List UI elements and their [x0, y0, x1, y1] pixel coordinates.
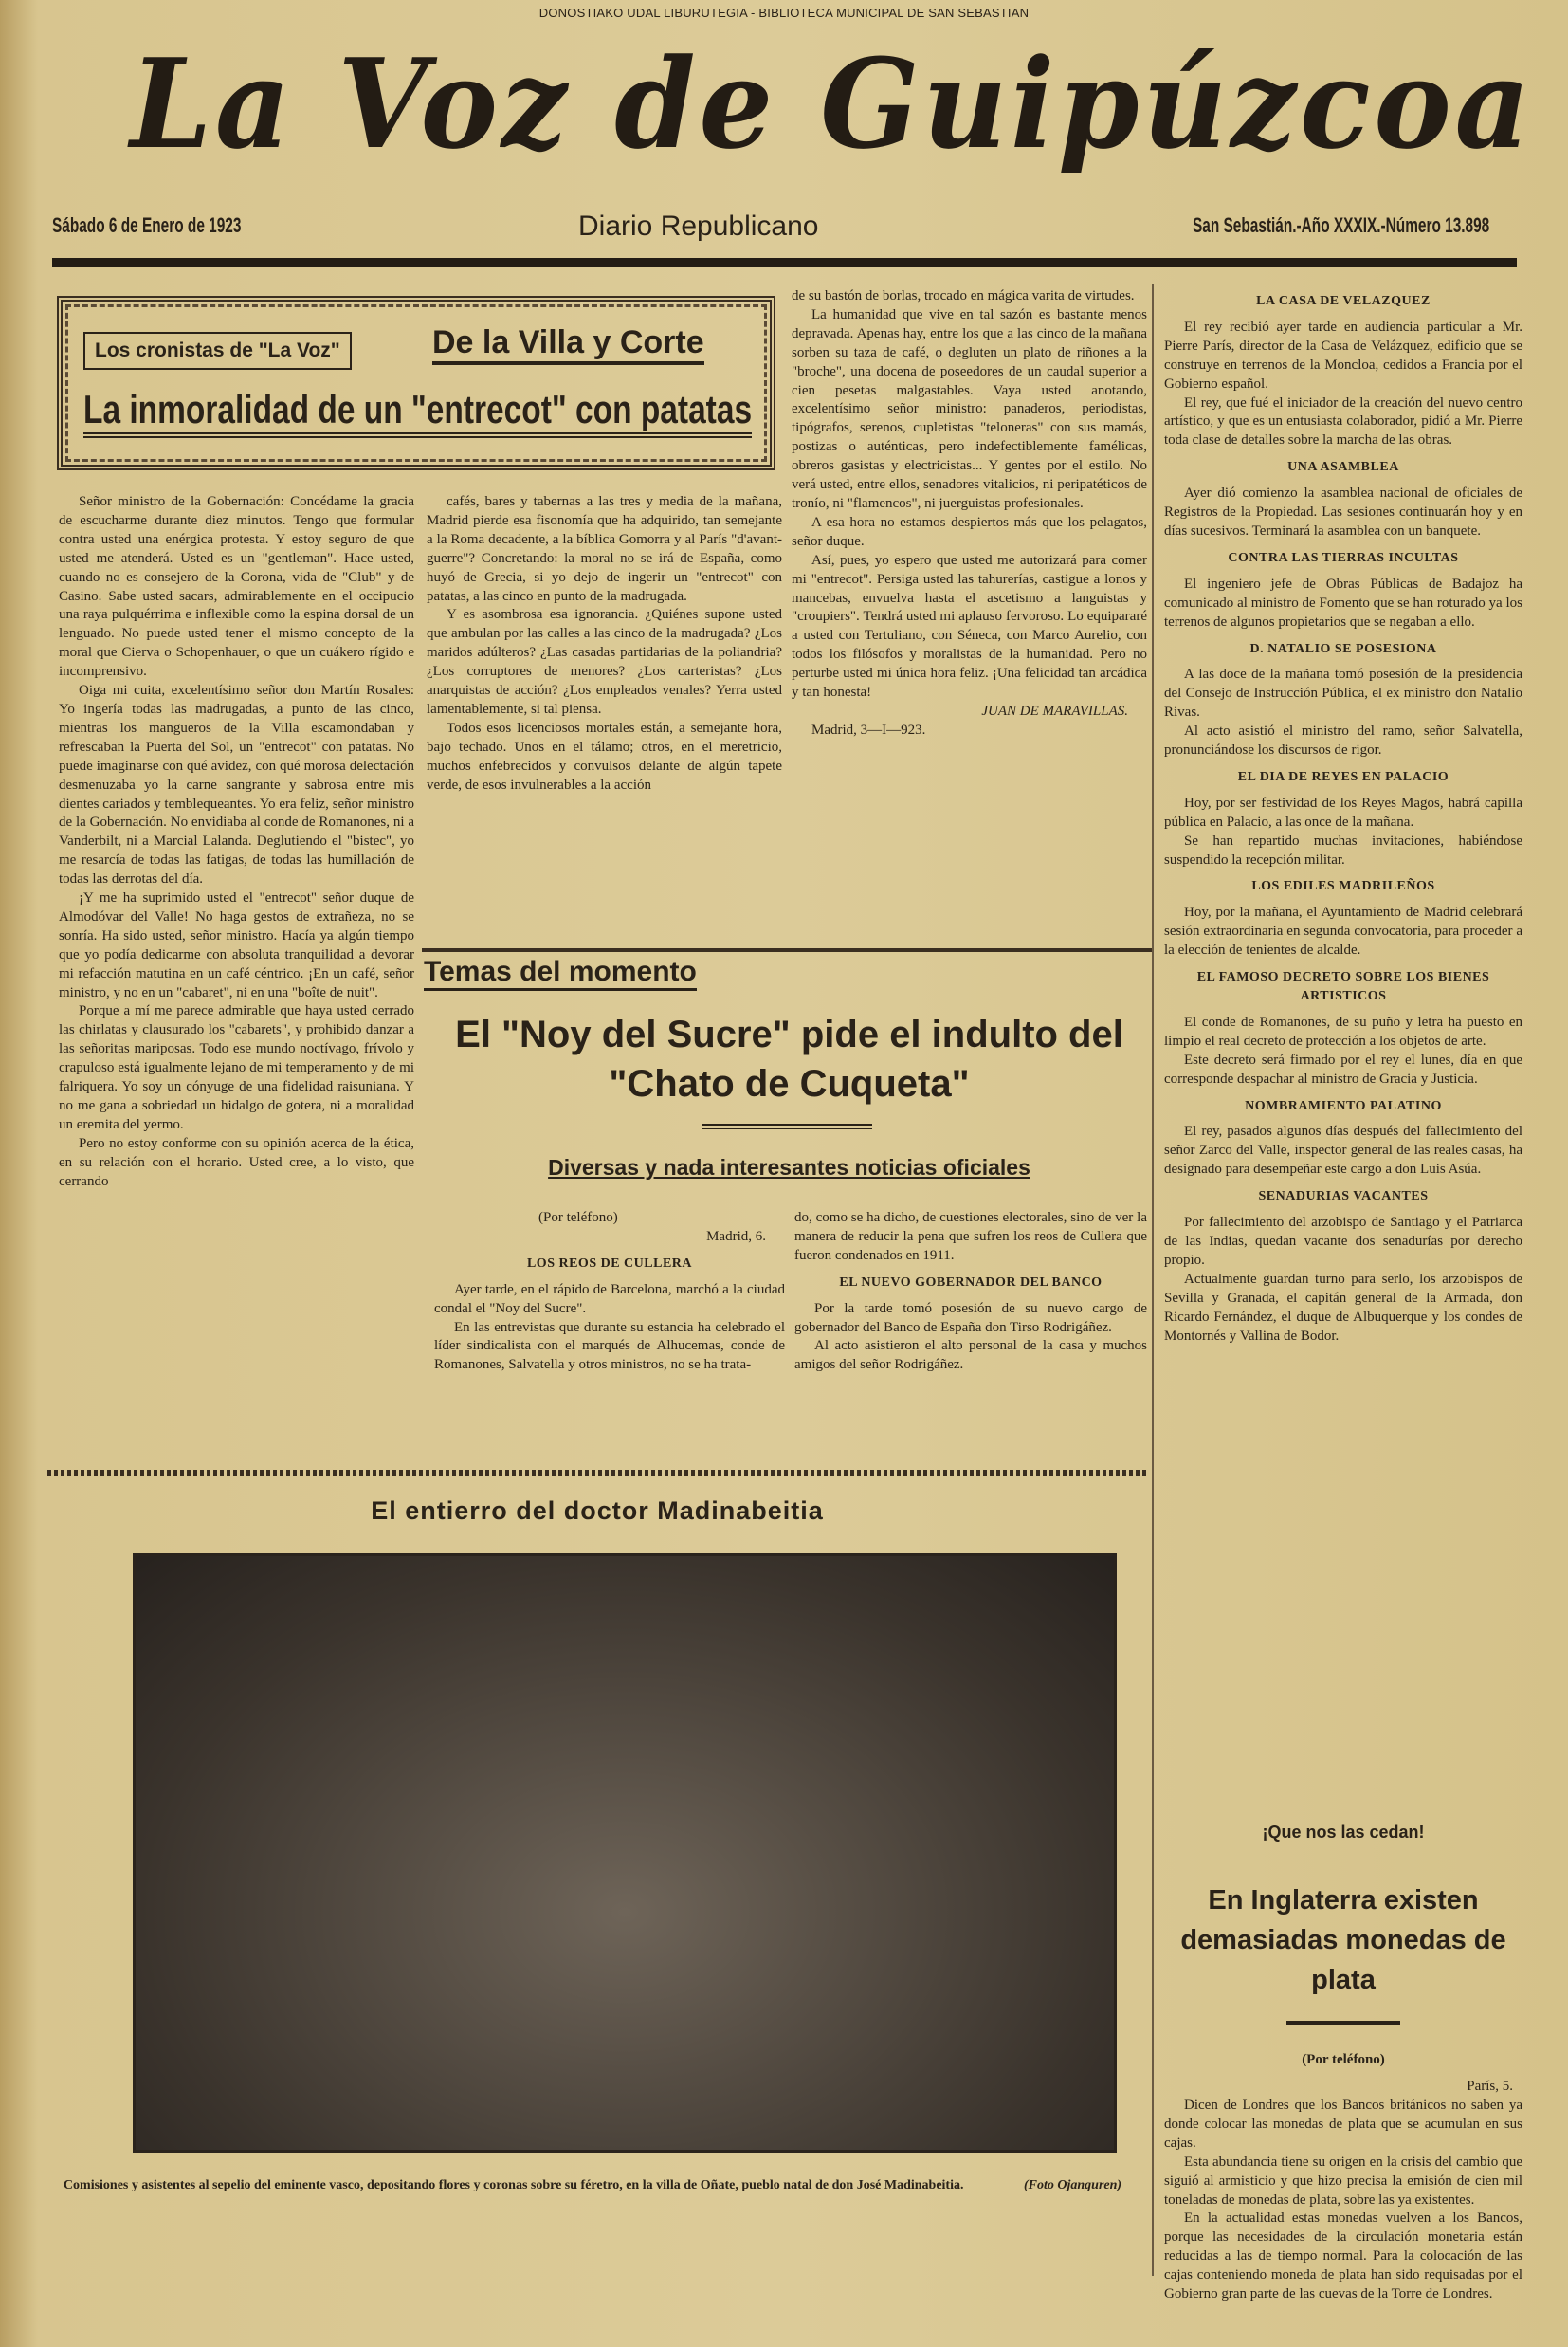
- paragraph: do, como se ha dicho, de cuestiones electorales, sino de ver la manera de reducir la pena que sufren los reos de Cullera que fueron condenados en 1911.: [794, 1210, 1147, 1263]
- paragraph: Por fallecimiento del arzobispo de Santiago y el Patriarca de las Indias, quedan vacante dos senadurías por derecho propio.: [1164, 1215, 1522, 1268]
- paragraph: El ingeniero jefe de Obras Públicas de Badajoz ha comunicado al ministro de Fomento que se han roturado ya los terrenos de algunos propietarios que se negaban a ello.: [1164, 576, 1522, 630]
- section-title: SENADURIAS VACANTES: [1258, 1189, 1429, 1204]
- lead-headline-wrap: [83, 387, 752, 438]
- section-title: EL FAMOSO DECRETO SOBRE LOS BIENES ARTISTICOS: [1196, 970, 1490, 1003]
- paragraph: Ayer dió comienzo la asamblea nacional de oficiales de Registros de la Propiedad. Las sesiones continuarán hoy y en días sucesivos. Terminará la asamblea con un banquete.: [1164, 486, 1522, 539]
- paragraph: El rey recibió ayer tarde en audiencia particular a Mr. Pierre París, director de la Casa de Velázquez, edificio que se construye en terrenos de la Moncloa, cedidos a Francia por el Gobierno español.: [1164, 319, 1522, 392]
- paragraph: Esta abundancia tiene su origen en la crisis del cambio que siguió al armisticio y que hizo precisa la emisión de cien mil toneladas de monedas de plata, sobre las ya existentes.: [1164, 2154, 1522, 2208]
- paragraph: Señor ministro de la Gobernación: Concédame la gracia de escucharme durante diez minutos. Tengo que formular contra usted una enérgica protesta. Y estoy seguro de que usted me atenderá. Usted es un "gentleman". Hace usted, cuando no es consejero de la Corona, vida de "Club" y de Casino. Sabe usted sacars, admirablemente en el occipucio una raya pulquérrima e inflexible como la espina dorsal de un lenguado. No puede usted tener el mismo concepto de la moral que Cierva o Schopenhauer, o que un cuákero rígido e incomprensivo.: [59, 494, 414, 680]
- paragraph: A las doce de la mañana tomó posesión de la presidencia del Consejo de Instrucción Pública, el ex ministro don Natalio Rivas.: [1164, 667, 1522, 721]
- photo-caption: [47, 2176, 1138, 2194]
- paragraph: En las entrevistas que durante su estancia ha celebrado el líder sindicalista con el marqués de Alhucemas, conde de Romanones, Salvatella y otros ministros, no se ha trata-: [434, 1319, 785, 1373]
- paragraph: Este decreto será firmado por el rey el lunes, día en que corresponde despachar al ministro de Gracia y Justicia.: [1164, 1052, 1522, 1087]
- temas-headline: El "Noy del Sucre" pide el indulto del "Chato de Cuqueta": [455, 1014, 1123, 1105]
- lead-column-1: [59, 493, 414, 1192]
- section-title: D. NATALIO SE POSESIONA: [1249, 641, 1437, 656]
- paragraph: Se han repartido muchas invitaciones, habiéndose suspendido la recepción militar.: [1164, 833, 1522, 868]
- right-column-wrap: [1164, 284, 1522, 2304]
- source: (Por teléfono): [538, 1210, 618, 1225]
- paragraph: Porque a mí me parece admirable que haya usted cerrado las chirlatas y clausurado los "cabarets", y prohibido danzar a las señoritas mariposas. Todo ese mundo noctívago, frívolo y crapuloso está igualmente lejano de mi temperamento y de mi falriquera. Yo soy un cónyuge de una fidelidad raisuniana. Y no me gana a sobriedad un hidalgo de gotera, ni a moralidad un eremita del yermo.: [59, 1003, 414, 1132]
- silver-headline: En Inglaterra existen demasiadas monedas de plata: [1180, 1885, 1506, 1996]
- source: (Por teléfono): [1302, 2052, 1385, 2068]
- paragraph: Por la tarde tomó posesión de su nuevo cargo de gobernador del Banco de España don Tirso Rodrigáñez.: [794, 1300, 1147, 1335]
- date: Sábado 6 de Enero de 1923: [52, 213, 242, 237]
- paragraph: El rey, pasados algunos días después del fallecimiento del señor Zarco del Valle, inspector general de las reales casas, ha designado para desempeñar este cargo a don Luis Asúa.: [1164, 1124, 1522, 1178]
- caption-text: Comisiones y asistentes al sepelio del eminente vasco, depositando flores y coronas sobre su féretro, en la villa de Oñate, pueblo natal de don José Madinabeitia.: [63, 2178, 964, 2192]
- paragraph: Todos esos licenciosos mortales están, a semejante hora, bajo techado. Unos en el tálamo; otros, en el meretricio, muchos enfebrecidos y convulsos delante de algún tapete verde, de esos invulnerables a la acción: [427, 720, 782, 793]
- lead-kicker: Los cronistas de "La Voz": [83, 332, 352, 370]
- lead-headline: La inmoralidad de un "entrecot" con patatas: [83, 387, 753, 431]
- right-column: [1164, 284, 1522, 1346]
- subheading: EL NUEVO GOBERNADOR DEL BANCO: [839, 1274, 1103, 1290]
- paragraph: En la actualidad estas monedas vuelven a los Bancos, porque las necesidades de la circulación monetaria están reducidas a las de tiempo normal. Para la colocación de las cajas conteniendo moneda de plata han sido requisadas por el Gobierno gran parte de las cuevas de la Torre de Londres.: [1164, 2210, 1522, 2302]
- masthead-wrap: [85, 31, 1534, 176]
- paragraph: El rey, que fué el iniciador de la creación del nuevo centro artístico, y que es un entusiasta colaborador, pidió a Mr. Pierre toda clase de detalles sobre la marcha de las obras.: [1164, 394, 1522, 449]
- header-rule: [52, 258, 1517, 267]
- section-title: LOS EDILES MADRILEÑOS: [1251, 879, 1435, 894]
- paragraph: Al acto asistieron el alto personal de la casa y muchos amigos del señor Rodrigáñez.: [794, 1338, 1147, 1373]
- lead-column-2: [427, 493, 782, 796]
- paragraph: cafés, bares y tabernas a las tres y media de la mañana, Madrid pierde esa fisonomía que ha adquirido, tan semejante a la Roma decadente, a la bíblica Gomorra y al París "d'avant-guerre"? Concretando: la moral no se irá de España, como huyó de Grecia, si yo dejo de ingerir un "entrecot" con patatas, a las cinco en punto de la madrugada.: [427, 494, 782, 604]
- subheading: LOS REOS DE CULLERA: [526, 1256, 693, 1271]
- paragraph: El conde de Romanones, de su puño y letra ha puesto en limpio el real decreto de protección a los objetos de arte.: [1164, 1014, 1522, 1049]
- temas-kicker: Temas del momento: [424, 956, 697, 991]
- lead-column-3: [792, 287, 1147, 741]
- column-rule: [1152, 284, 1154, 2276]
- paragraph: Así, pues, yo espero que usted me autorizará para comer mi "entrecot". Persiga usted las tahurerías, castigue a lonos y mancebas, envuelva hasta el ascetismo a languistas y "croupiers". Tendrá usted mi aplauso fervoroso. Lo equipararé a usted con Tertuliano, con Séneca, con Marco Aurelio, con todos los filósofos y moralistas de la humanidad. Pero no perturbe usted mi única hora feliz. ¡Una felicidad tan arcádica y tan honesta!: [792, 552, 1147, 701]
- photo-credit: (Foto Ojanguren): [1023, 2178, 1122, 2192]
- funeral-photo: [133, 1553, 1117, 2153]
- divider: [1286, 2021, 1400, 2025]
- paragraph: Dicen de Londres que los Bancos británicos no saben ya donde colocar las monedas de plata que se acumulan en sus cajas.: [1164, 2098, 1522, 2151]
- byline: JUAN DE MARAVILLAS.: [981, 703, 1128, 719]
- dateline: Madrid, 3—I—923.: [811, 722, 926, 738]
- temas-column-1: [434, 1209, 785, 1375]
- library-credit: DONOSTIAKO UDAL LIBURUTEGIA - BIBLIOTECA MUNICIPAL DE SAN SEBASTIAN: [538, 6, 1030, 20]
- paragraph: Y es asombrosa esa ignorancia. ¿Quiénes supone usted que ambulan por las calles a las cinco de la madrugada? ¿Los maridos adúlteros? ¿Las casadas partidarias de la poliandria? ¿Los corruptores de menores? ¿Los carteristas? ¿Los anarquistas de acción? ¿Los empleados venales? Yerra usted lamentablemente, si tal piensa.: [427, 607, 782, 717]
- paragraph: Oiga mi cuita, excelentísimo señor don Martín Rosales: Yo ingería todas las madrugadas, a punto de las cinco, mientras los mangueros de la Villa escamondaban y refrescaban la Puerta del Sol, un "entrecot" con patatas. No puede imaginarse con qué avidez, con qué morosa delectación desmenuzaba yo la carne sangrante y sabrosa entre mis dientes cariados y temblequeantes. Yo era feliz, señor ministro de la Gobernación. No envidiaba al conde de Romanones, ni a Vanderbilt, ni a Marcial Lalanda. Deglutiendo el "bistec", yo me resarcía de todas las fatigas, de todas las humillación de todas las derrotas del día.: [59, 683, 414, 888]
- paragraph: Pero no estoy conforme con su opinión acerca de la ética, en su relación con el horario. Usted cree, a lo visto, que cerrando: [59, 1135, 414, 1189]
- subtitle: Diario Republicano: [578, 211, 819, 242]
- place: París, 5.: [1467, 2079, 1513, 2095]
- section-title: NOMBRAMIENTO PALATINO: [1245, 1098, 1442, 1113]
- divider: [422, 948, 1152, 952]
- lead-section: De la Villa y Corte: [432, 324, 704, 365]
- paragraph: Ayer tarde, en el rápido de Barcelona, marchó a la ciudad condal el "Noy del Sucre".: [434, 1281, 785, 1316]
- lead-headline-box: [57, 296, 775, 470]
- section-divider: [47, 1470, 1147, 1476]
- section-title: CONTRA LAS TIERRAS INCULTAS: [1228, 550, 1459, 565]
- masthead: La Voz de Guipúzcoa: [130, 31, 1534, 176]
- paragraph: Hoy, por la mañana, el Ayuntamiento de Madrid celebrará sesión extraordinaria en segunda convocatoria, para proceder a la elección de tenientes de alcalde.: [1164, 905, 1522, 959]
- silver-article: [1164, 1824, 1522, 2304]
- place: Madrid, 6.: [706, 1228, 766, 1244]
- temas-deck: Diversas y nada interesantes noticias oficiales: [548, 1155, 1030, 1180]
- paragraph: Hoy, por ser festividad de los Reyes Magos, habrá capilla pública en Palacio, a las once de la mañana.: [1164, 795, 1522, 830]
- section-title: UNA ASAMBLEA: [1287, 460, 1399, 475]
- paragraph: de su bastón de borlas, trocado en mágica varita de virtudes.: [792, 288, 1135, 303]
- paragraph: Actualmente guardan turno para serlo, los arzobispos de Sevilla y Granada, el capitán general de la Armada, don Ricardo Fernández, el duque de Albuquerque y los condes de Montornés y Vallina de Bodor.: [1164, 1271, 1522, 1344]
- section-title: EL DIA DE REYES EN PALACIO: [1237, 769, 1449, 784]
- lead-section-wrap: [432, 324, 755, 365]
- issue-number: San Sebastián.-Año XXXIX.-Número 13.898: [1193, 213, 1490, 237]
- section-title: LA CASA DE VELAZQUEZ: [1256, 294, 1431, 308]
- paragraph: A esa hora no estamos despiertos más que los pelagatos, señor duque.: [792, 514, 1147, 549]
- paragraph: La humanidad que vive en tal sazón es bastante menos depravada. Apenas hay, entre los que a las cinco de la mañana sorben su taza de café, o degluten un plato de riñones a la "broche", una docena de poseedores de un caudal superior a cien pesetas malgastables. Vaya usted anotando, excelentísimo señor ministro: panaderos, periodistas, tipógrafos, serenos, cupletistas "teloneras" con sus mamás, postizas o auténticas, pero indefectiblemente famélicas, obreros gasistas y electricistas... Y gentes por el estilo. No verá usted, entre ellos, senadores vitalicios, ni peripatéticos de tronío, ni "flamencos", ni juerguistas profesionales.: [792, 306, 1147, 511]
- silver-kicker: ¡Que nos las cedan!: [1262, 1823, 1425, 1843]
- divider: [702, 1124, 872, 1129]
- temas-column-2: [794, 1209, 1147, 1375]
- paragraph: Al acto asistió el ministro del ramo, señor Salvatella, pronunciándose los discursos de rigor.: [1164, 724, 1522, 759]
- paragraph: ¡Y me ha suprimido usted el "entrecot" señor duque de Almodóvar del Valle! No haga gestos de extrañeza, no se sonría. Ha sido usted, señor ministro. Hacía ya algún tiempo que yo podía dedicarme con absoluta tranquilidad a devorar mi refacción matutina en un café céntrico. ¡En un café, señor ministro, y no en un "cabaret", ni en una "boîte de nuit".: [59, 890, 414, 1000]
- photo-headline: El entierro del doctor Madinabeitia: [371, 1496, 824, 1525]
